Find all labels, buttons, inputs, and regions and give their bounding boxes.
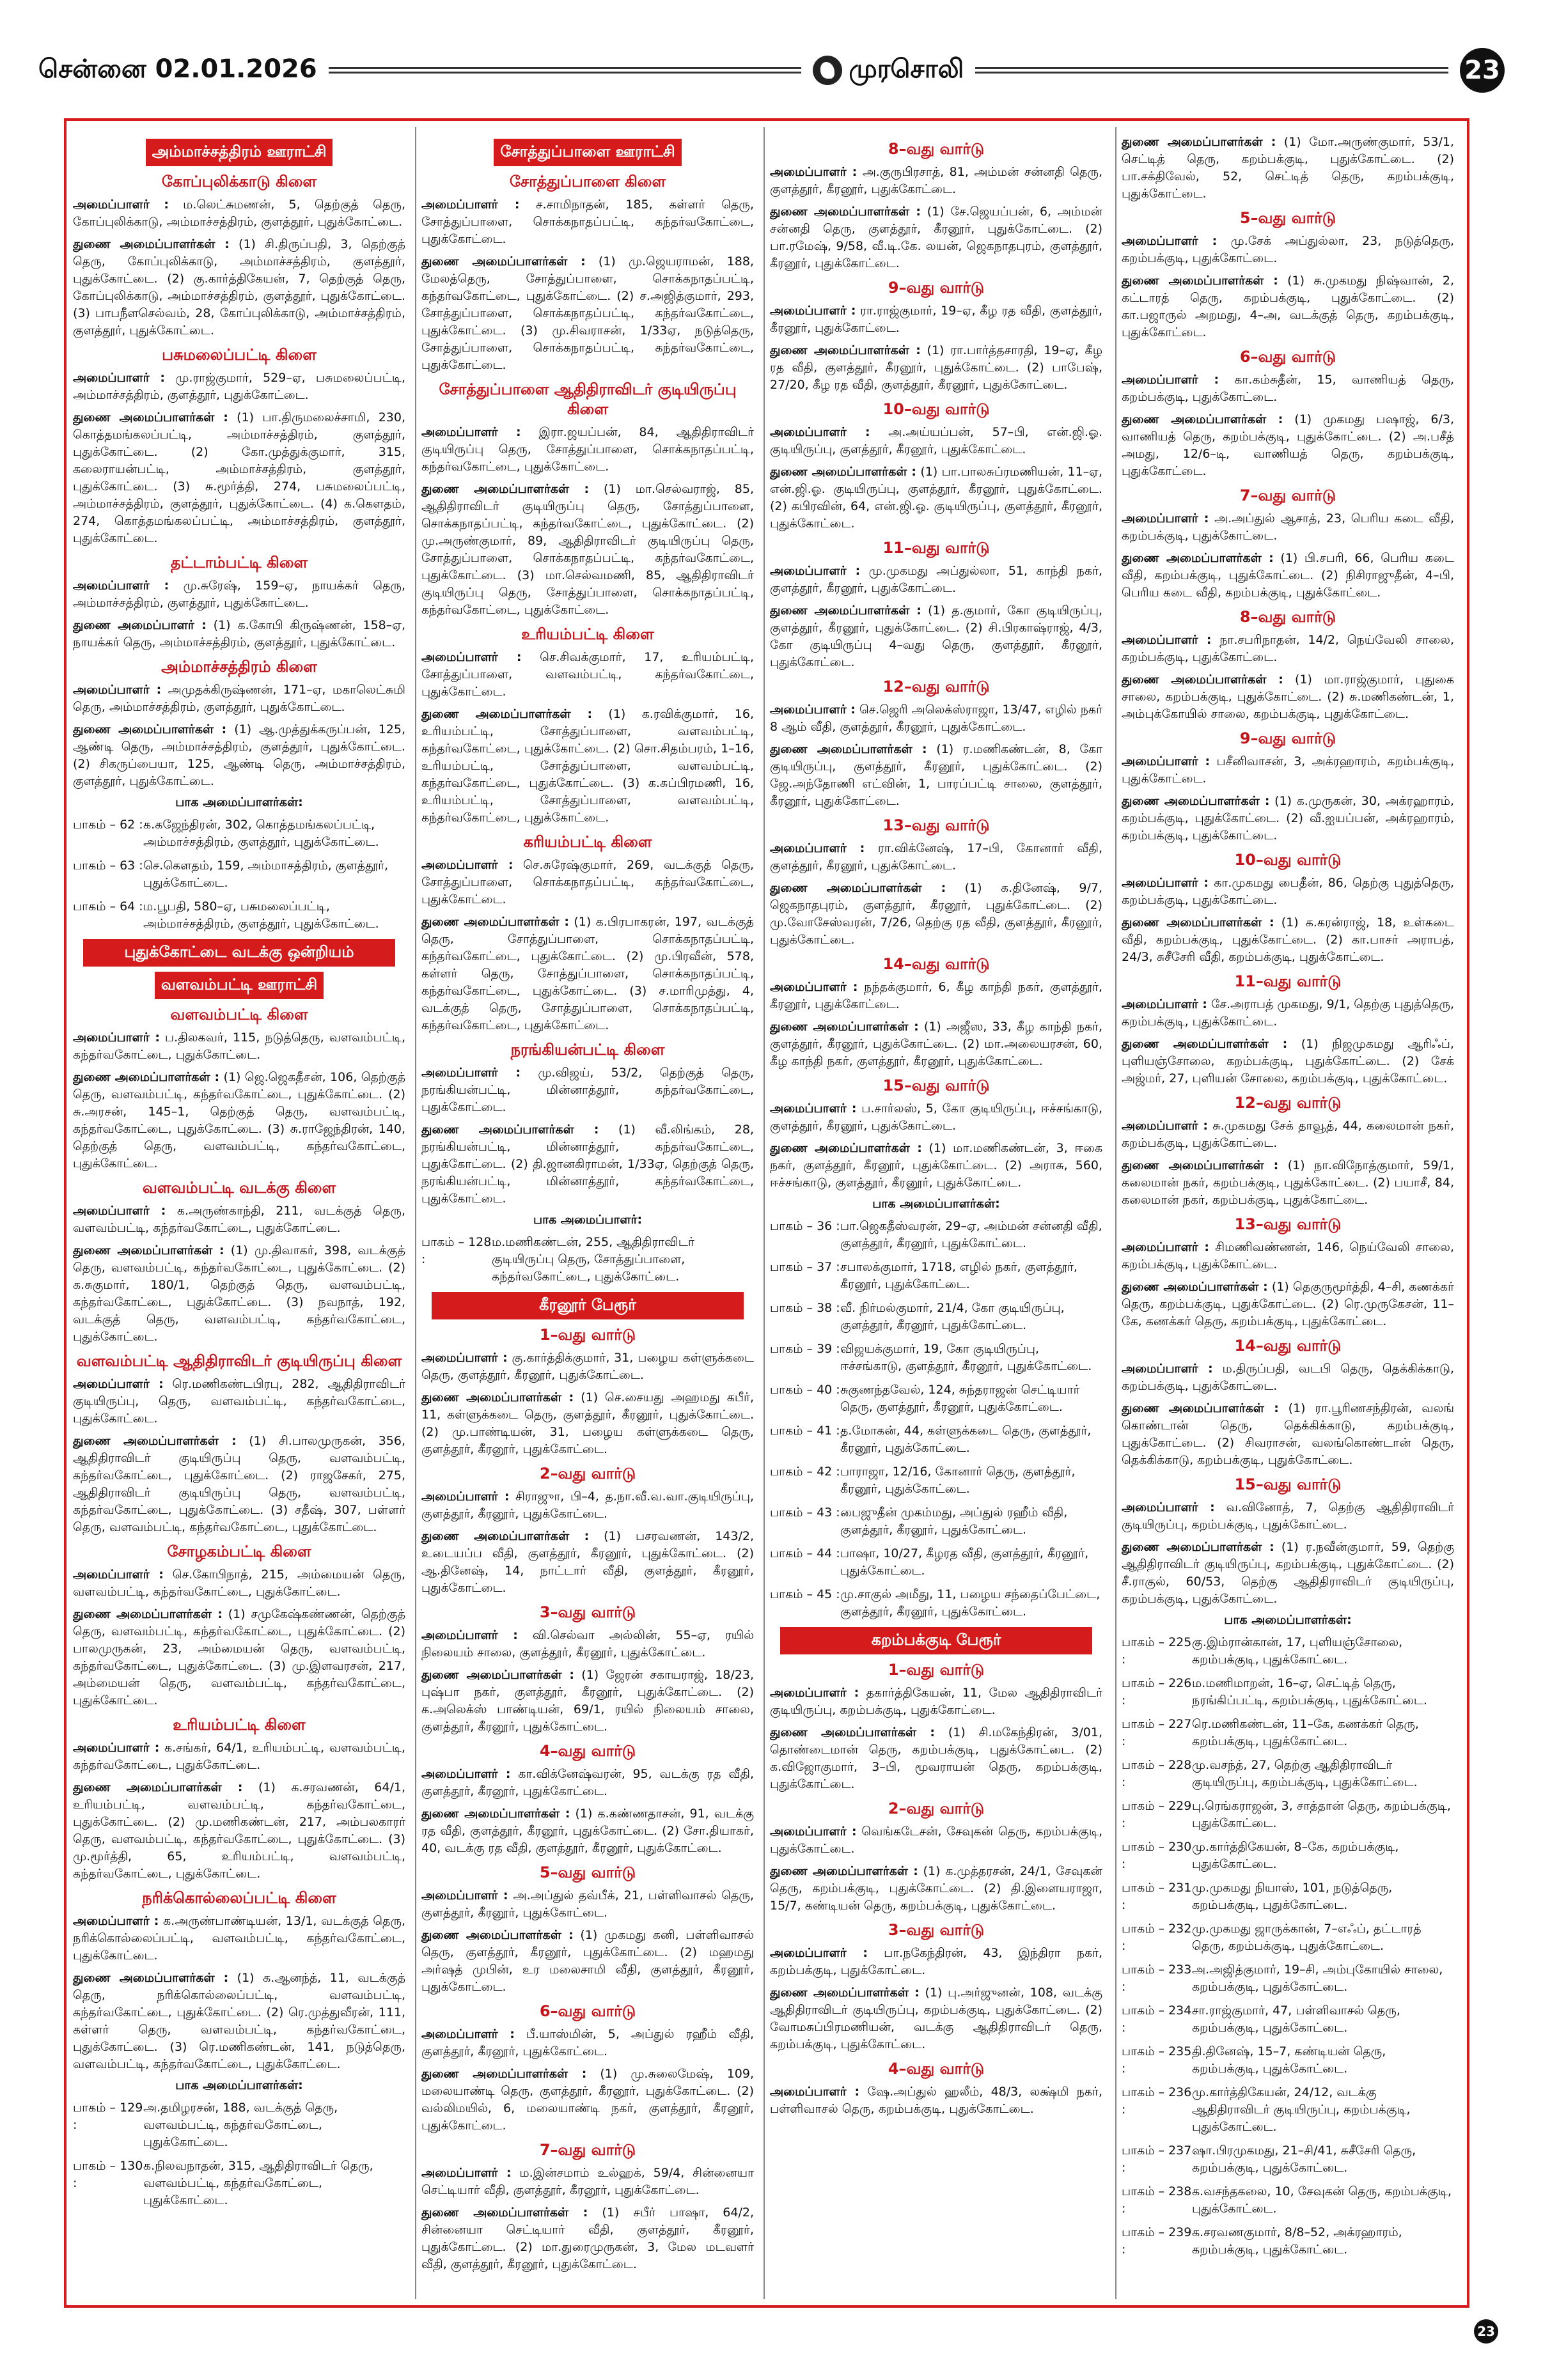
town-banner: கறம்பக்குடி பேரூர் — [780, 1627, 1092, 1654]
booth-heading: பாக அமைப்பாளர்கள்: — [1224, 1613, 1352, 1627]
paper-name: முரசொலி — [849, 54, 964, 84]
deputy-entry: துணை அமைப்பாளர்கள் : (1) ர.மணிகண்டன், 8, கோ குடியிருப்பு, குளத்தூர், கீரனூர், புதுக்கோட்டை. (2) ஜே.அந்தோணி எட்வின், 1, பாரப்பட்டி சாலை, குளத்தூர், கீரனூர், புதுக்கோட்டை. — [770, 742, 1102, 808]
booth-row: பாகம் – 128 : ம.மணிகண்டன், 255, ஆதிதிராவிடர் குடியிருப்பு தெரு, சோத்துப்பாளை, கந்தர்வகோட்டை, புதுக்கோட்டை. — [421, 1235, 694, 1284]
deputy-entry: துணை அமைப்பாளர்கள் : (1) செ.சையது அஹமது கபீர், 11, கள்ளுக்கடை தெரு, குளத்தூர், கீரனூர், புதுக்கோட்டை. (2) மு.பாண்டியன், 31, பழைய கள்ளுக்கடை தெரு, குளத்தூர், கீரனூர், புதுக்கோட்டை. — [421, 1390, 754, 1456]
booth-row: பாகம் – 41 : த.மோகன், 44, கள்ளுக்கடை தெரு, குளத்தூர், கீரனூர், புதுக்கோட்டை. — [770, 1424, 1092, 1455]
masthead — [38, 45, 1505, 96]
deputy-entry: துணை அமைப்பாளர்கள் : (1) மு.ஜெயராமன், 188, மேலத்தெரு, சோத்துப்பாளை, சொக்கநாதப்பட்டி, கந்தர்வகோட்டை, புதுக்கோட்டை. (2) ச.அஜித்குமார், 293, சோத்துப்பாளை, சொக்கநாதப்பட்டி, கந்தர்வகோட்டை, புதுக்கோட்டை. (3) மு.சிவராசன், 1/33ஏ, நடுத்தெரு, சோத்துப்பாளை, சொக்கநாதப்பட்டி, கந்தர்வகோட்டை, புதுக்கோட்டை. — [421, 254, 754, 372]
deputy-entry: துணை அமைப்பாளர்கள் : (1) க.கண்ணதாசன், 91, வடக்கு ரத வீதி, குளத்தூர், கீரனூர், புதுக்கோட்டை. (2) சோ.தியாகர், 40, வடக்கு ரத வீதி, குளத்தூர், கீரனூர், புதுக்கோட்டை. — [421, 1807, 754, 1855]
booth-row: பாகம் – 232 : மு.முகமது ஜாருக்கான், 7–எஃப், தட்டாரத் தெரு, கறம்பக்குடி, புதுக்கோட்டை. — [1122, 1922, 1422, 1953]
horse-rider-icon — [813, 56, 842, 85]
organizer-entry: அமைப்பாளர் : மு.விஜய், 53/2, தெற்குத் தெரு, நரங்கியன்பட்டி, மின்னாத்தூர், கந்தர்வகோட்டை, புதுக்கோட்டை. — [421, 1066, 754, 1114]
branch-heading: சோத்துப்பாளை கிளை — [509, 173, 666, 191]
deputy-entry: துணை அமைப்பாளர்கள் : (1) பு.அர்ஜுனன், 108, வடக்கு ஆதிதிராவிடர் குடியிருப்பு, கறம்பக்குடி, புதுக்கோட்டை. (2) வோமசுப்பிரமணியன், வடக்கு ஆதிதிராவிடர் தெரு, கறம்பக்குடி, புதுக்கோட்டை. — [770, 1986, 1102, 2051]
organizer-entry: அமைப்பாளர் : நா.சபரிநாதன், 14/2, நெய்வேலி சாலை, கறம்பக்குடி, புதுக்கோட்டை. — [1122, 633, 1454, 664]
booth-row: பாகம் – 238 : க.வசந்தகலை, 10, சேவுகன் தெரு, கறம்பக்குடி, புதுக்கோட்டை. — [1122, 2184, 1452, 2216]
booth-row: பாகம் – 230 : மு.கார்த்திகேயன், 8–கே, கறம்பக்குடி, புதுக்கோட்டை. — [1122, 1840, 1399, 1871]
deputy-entry: துணை அமைப்பாளர்கள் : (1) ரா.பார்த்தசாரதி, 19–ஏ, கீழ ரத வீதி, குளத்தூர், கீரனூர், புதுக்கோட்டை. (2) பாபேஷ், 27/20, கீழ ரத வீதி, குளத்தூர், கீரனூர், புதுக்கோட்டை. — [770, 343, 1102, 392]
ward-heading: 7–வது வார்டு — [1239, 486, 1336, 504]
ward-heading: 10–வது வார்டு — [1234, 851, 1342, 869]
booth-heading: பாக அமைப்பாளர்கள்: — [175, 795, 303, 809]
ward-heading: 8–வது வார்டு — [1239, 608, 1336, 626]
booth-heading: பாக அமைப்பாளர்கள்: — [175, 2078, 303, 2092]
ward-list — [770, 1661, 1102, 2118]
section-banner: வளவம்பட்டி ஊராட்சி — [155, 972, 324, 999]
booth-row: பாகம் – 40 : சுகுணந்தவேல், 124, சுந்தராஜன் செட்டியார் தெரு, குளத்தூர், கீரனூர், புதுக்கோட்டை. — [770, 1383, 1080, 1414]
deputy-entry: துணை அமைப்பாளர்கள் : (1) க.கரன்ராஜ், 18, உள்கடை வீதி, கறம்பக்குடி, புதுக்கோட்டை. (2) கா.பாசர் அராபத், 24/3, சுசீசேரி வீதி, கறம்பக்குடி, புதுக்கோட்டை. — [1122, 915, 1454, 964]
branch-heading: வளவம்பட்டி வடக்கு கிளை — [142, 1179, 336, 1197]
organizer-entry: அமைப்பாளர் : கா.கம்சுதீன், 15, வாணியத் தெரு, கறம்பக்குடி, புதுக்கோட்டை. — [1122, 373, 1454, 404]
booth-row: பாகம் – 36 : பா.ஜெகதீஸ்வரன், 29–ஏ, அம்மன் சன்னதி வீதி, குளத்தூர், கீரனூர், புதுக்கோட்டை. — [770, 1219, 1102, 1250]
deputy-entry: துணை அமைப்பாளர்கள் : (1) மா.செல்வராஜ், 85, ஆதிதிராவிடர் குடியிருப்பு தெரு, சோத்துப்பாளை, சொக்கநாதப்பட்டி, கந்தர்வகோட்டை, புதுக்கோட்டை. (2) மு.அருண்குமார், 89, ஆதிதிராவிடர் குடியிருப்பு தெரு, சோத்துப்பாளை, சொக்கநாதப்பட்டி, கந்தர்வகோட்டை, புதுக்கோட்டை. (3) மா.செல்வமணி, 85, ஆதிதிராவிடர் குடியிருப்பு தெரு, சோத்துப்பாளை, சொக்கநாதப்பட்டி, கந்தர்வகோட்டை, புதுக்கோட்டை. — [421, 482, 754, 617]
section-banner: சோத்துப்பாளை ஊராட்சி — [494, 139, 681, 166]
organizer-entry: அமைப்பாளர் : கா.முகமது பைதீன், 86, தெற்கு புதுத்தெரு, கறம்பக்குடி, புதுக்கோட்டை. — [1122, 876, 1454, 907]
deputy-entry: துணை அமைப்பாளர்கள் : (1) முகமது கனி, பள்ளிவாசல் தெரு, குளத்தூர், கீரனூர், புதுக்கோட்டை. (2) மஹமது அர்ஷத் முபின், உர மலைசாமி வீதி, குளத்தூர், கீரனூர், புதுக்கோட்டை. — [421, 1928, 754, 1994]
ward-heading: 2–வது வார்டு — [888, 1800, 985, 1817]
ward-heading: 3–வது வார்டு — [888, 1921, 985, 1939]
deputy-entry: துணை அமைப்பாளர்கள் : (1) சே.ஜெயப்பன், 6, அம்மன் சன்னதி தெரு, குளத்தூர், கீரனூர், புதுக்கோட்டை. (2) பா.ரமேஷ், 9/58, வீ.டி.கே. லயன், ஜெகநாதபுரம், குளத்தூர், கீரனூர், புதுக்கோட்டை. — [770, 205, 1102, 270]
deputy-entry: துணை அமைப்பாளர்கள் : (1) ஜேரன் சகாயராஜ், 18/23, புஷ்பா நகர், குளத்தூர், கீரனூர், புதுக்கோட்டை. (2) க.அலெக்ஸ் பாண்டியன், 69/1, ரயில் நிலையம் சாலை, குளத்தூர், கீரனூர், புதுக்கோட்டை. — [421, 1668, 754, 1734]
deputy-entry: துணை அமைப்பாளர்கள் : (1) மு.திவாகர், 398, வடக்குத் தெரு, வளவம்பட்டி, கந்தர்வகோட்டை, புதுக்கோட்டை. (2) க.சுகுமார், 180/1, தெற்குத் தெரு, வளவம்பட்டி, கந்தர்வகோட்டை, புதுக்கோட்டை. (3) நவநாத், 192, வடக்குத் தெரு, வளவம்பட்டி, கந்தர்வகோட்டை, புதுக்கோட்டை. — [73, 1243, 405, 1344]
organizer-entry: அமைப்பாளர் : வெங்கடேசன், சேவுகன் தெரு, கறம்பக்குடி, புதுக்கோட்டை. — [770, 1824, 1102, 1856]
ward-heading: 4–வது வார்டு — [539, 1742, 636, 1760]
booth-row: பாகம் – 39 : விஜயக்குமார், 19, கோ குடியிருப்பு, ஈச்சங்காடு, குளத்தூர், கீரனூர், புதுக்கோட்டை. — [770, 1342, 1092, 1373]
booth-row: பாகம் – 227 : ரெ.மணிகண்டன், 11–கே, கணக்கர் தெரு, கறம்பக்குடி, புதுக்கோட்டை. — [1122, 1717, 1419, 1748]
branch-heading: பசுமலைப்பட்டி கிளை — [162, 346, 317, 364]
branch-heading: உரியம்பட்டி கிளை — [521, 625, 654, 643]
ward-heading: 15–வது வார்டு — [1234, 1475, 1342, 1493]
organizer-entry: அமைப்பாளர் : ம.திருப்பதி, வடபி தெரு, தெக்கிக்காடு, கறம்பக்குடி, புதுக்கோட்டை. — [1122, 1362, 1454, 1393]
deputy-entry: துணை அமைப்பாளர்கள் : (1) பா.திருமலைச்சாமி, 230, கொத்தமங்கலப்பட்டி, அம்மாச்சத்திரம், குளத்தூர், புதுக்கோட்டை. (2) கோ.முத்துக்குமார், 315, கலைராயன்பட்டி, அம்மாச்சத்திரம், குளத்தூர், புதுக்கோட்டை. (3) சு.மூர்த்தி, 274, பசுமலைப்பட்டி, அம்மாச்சத்திரம், குளத்தூர், புதுக்கோட்டை. (4) க.கௌதம், 274, கொத்தமங்கலப்பட்டி, அம்மாச்சத்திரம், குளத்தூர், புதுக்கோட்டை. — [73, 410, 405, 545]
branch-heading: கோப்புலிக்காடு கிளை — [161, 173, 317, 191]
ward-heading: 13–வது வார்டு — [1234, 1215, 1342, 1233]
booth-row: பாகம் – 64 : ம.பூபதி, 580–ஏ, பசுமலைப்பட்டி, அம்மாச்சத்திரம், குளத்தூர், புதுக்கோட்டை. — [73, 899, 379, 931]
organizer-entry: அமைப்பாளர் : ரெ.மணிகண்டபிரபு, 282, ஆதிதிராவிடர் குடியிருப்பு, தெரு, வளவம்பட்டி, கந்தர்வகோட்டை, புதுக்கோட்டை. — [73, 1377, 405, 1426]
ward-heading: 14–வது வார்டு — [882, 955, 990, 973]
organizer-entry: அமைப்பாளர் : சு.முகமது சேக் தாவூத், 44, கலைமான் நகர், கறம்பக்குடி, புதுக்கோட்டை. — [1122, 1119, 1454, 1150]
organizer-entry: அமைப்பாளர் : அ.அய்யப்பன், 57–பி, என்.ஜி.ஓ. குடியிருப்பு, குளத்தூர், கீரனூர், புதுக்கோட்டை. — [770, 425, 1102, 456]
ward-heading: 12–வது வார்டு — [1234, 1094, 1342, 1112]
deputy-entry: துணை அமைப்பாளர்கள் : (1) பா.பாலசுப்ரமணியன், 11–ஏ, என்.ஜி.ஓ. குடியிருப்பு, குளத்தூர், கீரனூர், புதுக்கோட்டை. (2) கபிரவின், 64, என்.ஜி.ஓ. குடியிருப்பு, குளத்தூர், கீரனூர், புதுக்கோட்டை. — [770, 465, 1102, 531]
deputy-entry: துணை அமைப்பாளர்கள் : (1) மோ.அருண்குமார், 53/1, செட்டித் தெரு, கறம்பக்குடி, புதுக்கோட்டை. (2) பா.சக்திவேல், 52, செட்டித் தெரு, கறம்பக்குடி, புதுக்கோட்டை. — [1122, 135, 1454, 201]
ward-list — [770, 140, 1102, 1192]
booth-row: பாகம் – 38 : வீ. நிர்மல்குமார், 21/4, கோ குடியிருப்பு, குளத்தூர், கீரனூர், புதுக்கோட்டை. — [770, 1301, 1065, 1332]
town-banner: கீரனூர் பேரூர் — [432, 1292, 744, 1319]
ward-heading: 1–வது வார்டு — [539, 1326, 636, 1344]
organizer-entry: அமைப்பாளர் : கா.விக்னேஷ்வரன், 95, வடக்கு ரத வீதி, குளத்தூர், கீரனூர், புதுக்கோட்டை. — [421, 1767, 754, 1798]
branch-heading: வளவம்பட்டி கிளை — [170, 1006, 308, 1023]
organizer-entry: அமைப்பாளர் : ச.சாமிநாதன், 185, கள்ளர் தெரு, சோத்துப்பாளை, சொக்கநாதப்பட்டி, கந்தர்வகோட்டை, புதுக்கோட்டை. — [421, 198, 754, 246]
organizer-entry: அமைப்பாளர் : கு.கார்த்திக்குமார், 31, பழைய கள்ளுக்கடை தெரு, குளத்தூர், கீரனூர், புதுக்கோட்டை. — [421, 1351, 754, 1382]
column-divider — [415, 127, 416, 2299]
deputy-entry: துணை அமைப்பாளர்கள் : (1) அஜீஸ, 33, கீழ காந்தி நகர், குளத்தூர், கீரனூர், புதுக்கோட்டை. (2) மா.அலையரசன், 60, கீழ காந்தி நகர், குளத்தூர், கீரனூர், புதுக்கோட்டை. — [770, 1020, 1102, 1068]
booth-row: பாகம் – 130 : க.நிலவநாதன், 315, ஆதிதிராவிடர் தெரு, வளவம்பட்டி, கந்தர்வகோட்டை, புதுக்கோட்டை. — [73, 2159, 373, 2207]
branch-heading: நரங்கியன்பட்டி கிளை — [510, 1041, 665, 1059]
deputy-entry: துணை அமைப்பாளர்கள் : (1) சு.முகமது நிஷ்வான், 2, கட்டாரத் தெரு, கறம்பக்குடி, புதுக்கோட்டை. (2) கா.பஜாருல் அறமது, 4–அ, வடக்குத் தெரு, கறம்பக்குடி, புதுக்கோட்டை. — [1122, 274, 1454, 339]
organizer-entry: அமைப்பாளர் : ம.இன்சமாம் உல்ஹக், 59/4, சின்னையா செட்டியார் வீதி, குளத்தூர், கீரனூர், புதுக்கோட்டை. — [421, 2166, 754, 2197]
organizer-entry: அமைப்பாளர் : ம.லெட்சுமணன், 5, தெற்குத் தெரு, கோப்புலிக்காடு, அம்மாச்சத்திரம், குளத்தூர், புதுக்கோட்டை. — [73, 198, 405, 229]
ward-heading: 14–வது வார்டு — [1234, 1337, 1342, 1355]
organizer-entry: அமைப்பாளர் : செ.கோபிநாத், 215, அம்மையன் தெரு, வளவம்பட்டி, கந்தர்வகோட்டை, புதுக்கோட்டை. — [73, 1567, 405, 1599]
deputy-entry: துணை அமைப்பாளர்கள் : (1) மு.சுலைமேஷ், 109, மலையாண்டி தெரு, குளத்தூர், கீரனூர், புதுக்கோட்டை. (2) வல்லிமயில், 6, மலையாண்டி நகர், குளத்தூர், கீரனூர், புதுக்கோட்டை. — [421, 2067, 754, 2133]
booth-heading: பாக அமைப்பாளர்: — [533, 1213, 643, 1227]
deputy-entry: துணை அமைப்பாளர்கள் : (1) வீ.லிங்கம், 28, நரங்கியன்பட்டி, மின்னாத்தூர், கந்தர்வகோட்டை, புதுக்கோட்டை. (2) தி.ஜானகிராமன், 1/33ஏ, தெற்குத் தெரு, நரங்கியன்பட்டி, மின்னாத்தூர், கந்தர்வகோட்டை, புதுக்கோட்டை. — [421, 1123, 754, 1206]
organizer-entry: அமைப்பாளர் : சே.அராபத் முகமது, 9/1, தெற்கு புதுத்தெரு, கறம்பக்குடி, புதுக்கோட்டை. — [1122, 997, 1454, 1029]
organizer-entry: அமைப்பாளர் : ஷே.அப்துல் ஹலீம், 48/3, லக்ஷ்மி நகர், பள்ளிவாசல் தெரு, கறம்பக்குடி, புதுக்கோட்டை. — [770, 2085, 1102, 2116]
deputy-entry: துணை அமைப்பாளர் : (1) க.கோபி கிருஷ்ணன், 158–ஏ, நாயக்கர் தெரு, அம்மாச்சத்திரம், குளத்தூர், புதுக்கோட்டை. — [73, 618, 405, 649]
deputy-entry: துணை அமைப்பாளர்கள் : (1) சமுகேஷ்கண்ணன், தெற்குத் தெரு, வளவம்பட்டி, கந்தர்வகோட்டை, புதுக்கோட்டை. (2) பாலமுருகன், 23, அம்மையன் தெரு, வளவம்பட்டி, கந்தர்வகோட்டை, புதுக்கோட்டை. (3) மு.இளவரசன், 217, அம்மையன் தெரு, வளவம்பட்டி, கந்தர்வகோட்டை, புதுக்கோட்டை. — [73, 1607, 405, 1707]
ward-heading: 2–வது வார்டு — [539, 1465, 636, 1482]
ward-heading: 5–வது வார்டு — [1239, 209, 1336, 227]
booth-row: பாகம் – 233 : அ.அஜித்குமார், 19–சி, அம்புகோயில் சாலை, கறம்பக்குடி, புதுக்கோட்டை. — [1122, 1963, 1443, 1994]
organizer-entry: அமைப்பாளர் : அ.குருபிரசாத், 81, அம்மன் சன்னதி தெரு, குளத்தூர், கீரனூர், புதுக்கோட்டை. — [770, 165, 1102, 196]
ward-heading: 7–வது வார்டு — [539, 2141, 636, 2159]
organizer-entry: அமைப்பாளர் : வி.செல்வா அல்லின், 55–ஏ, ரயில் நிலையம் சாலை, குளத்தூர், கீரனூர், புதுக்கோட்டை. — [421, 1628, 754, 1660]
deputy-entry: துணை அமைப்பாளர்கள் : (1) ஜெ.ஜெகதீசன், 106, தெற்குத் தெரு, வளவம்பட்டி, கந்தர்வகோட்டை, புதுக்கோட்டை. (2) சு.அரசன், 145–1, தெற்குத் தெரு, வளவம்பட்டி, கந்தர்வகோட்டை, புதுக்கோட்டை. (3) சு.ராஜேந்திரன், 140, தெற்குத் தெரு, வளவம்பட்டி, கந்தர்வகோட்டை, புதுக்கோட்டை. — [73, 1070, 405, 1171]
ward-heading: 5–வது வார்டு — [539, 1863, 636, 1881]
content-frame — [64, 118, 1469, 2308]
branch-heading: வளவம்பட்டி ஆதிதிராவிடர் குடியிருப்பு கிளை — [76, 1352, 402, 1370]
footer-page-number: 23 — [1474, 2319, 1498, 2344]
branch-heading: சோழகம்பட்டி கிளை — [167, 1543, 311, 1560]
column-divider — [1115, 127, 1116, 2299]
masthead-rule — [329, 67, 802, 74]
booth-row: பாகம் – 225 : கு.இம்ரான்கான், 17, புளியஞ்சோலை, கறம்பக்குடி, புதுக்கோட்டை. — [1122, 1635, 1403, 1667]
ward-heading: 6–வது வார்டு — [1239, 348, 1336, 366]
ward-heading: 6–வது வார்டு — [539, 2002, 636, 2020]
deputy-entry: துணை அமைப்பாளர்கள் : (1) க.முத்தரசன், 24/1, சேவுகன் தெரு, கறம்பக்குடி, புதுக்கோட்டை. (2) தி.இளையராஜா, 15/7, கண்டியன் தெரு, கறம்பக்குடி, புதுக்கோட்டை. — [770, 1864, 1102, 1913]
booth-row: பாகம் – 231 : மு.முகமது நியாஸ், 101, நடுத்தெரு, கறம்பக்குடி, புதுக்கோட்டை. — [1122, 1881, 1393, 1912]
booth-row: பாகம் – 129 : அ.தமிழரசன், 188, வடக்குத் தெரு, வளவம்பட்டி, கந்தர்வகோட்டை, புதுக்கோட்டை. — [73, 2101, 338, 2149]
deputy-entry: துணை அமைப்பாளர்கள் : (1) முகமது பஷாஜ், 6/3, வாணியத் தெரு, கறம்பக்குடி, புதுக்கோட்டை. (2) அ.பசீத் அமது, 12/6–டி, வாணியத் தெரு, கறம்பக்குடி, புதுக்கோட்டை. — [1122, 412, 1454, 478]
deputy-entry: துணை அமைப்பாளர்கள் : (1) தெகுருமூர்த்தி, 4–சி, கணக்கர் தெரு, கறம்பக்குடி, புதுக்கோட்டை. (2) ரெ.முருகேசன், 11–கே, கணக்கர் தெரு, கறம்பக்குடி, புதுக்கோட்டை. — [1122, 1280, 1454, 1328]
organizer-entry: அமைப்பாளர் : செ.சுரேஷ்குமார், 269, வடக்குத் தெரு, சோத்துப்பாளை, சொக்கநாதப்பட்டி, கந்தர்வகோட்டை, புதுக்கோட்டை. — [421, 858, 754, 906]
booth-row: பாகம் – 63 : செ.கௌதம், 159, அம்மாசத்திரம், குளத்தூர், புதுக்கோட்டை. — [73, 859, 389, 890]
masthead-logo — [813, 54, 964, 87]
deputy-entry: துணை அமைப்பாளர்கள் : (1) சபீர் பாஷா, 64/2, சின்னையா செட்டியார் வீதி, குளத்தூர், கீரனூர், புதுக்கோட்டை. (2) மா.துரைமுருகன், 3, மேல மடவளர் வீதி, குளத்தூர், கீரனூர், புதுக்கோட்டை. — [421, 2205, 754, 2271]
booth-row: பாகம் – 234 : சா.ராஜ்குமார், 47, பள்ளிவாசல் தெரு, கறம்பக்குடி, புதுக்கோட்டை. — [1122, 2003, 1400, 2035]
booth-row: பாகம் – 42 : பாராஜா, 12/16, கோனார் தெரு, குளத்தூர், கீரனூர், புதுக்கோட்டை. — [770, 1465, 1076, 1496]
branch-heading: நரிக்கொல்லைப்பட்டி கிளை — [142, 1889, 336, 1907]
deputy-entry: துணை அமைப்பாளர்கள் : (1) க.சரவணன், 64/1, உரியம்பட்டி, வளவம்பட்டி, கந்தர்வகோட்டை, புதுக்கோட்டை. (2) மு.மணிகண்டன், 217, அம்பலகாரர் தெரு, வளவம்பட்டி, கந்தர்வகோட்டை, புதுக்கோட்டை. (3) மு.மூர்த்தி, 65, உரியம்பட்டி, வளவம்பட்டி, கந்தர்வகோட்டை, புதுக்கோட்டை. — [73, 1780, 405, 1881]
ward-heading: 9–வது வார்டு — [888, 279, 985, 297]
deputy-entry: துணை அமைப்பாளர்கள் : (1) ர.நவீன்குமார், 59, தெற்கு ஆதிதிராவிடர் குடியிருப்பு, கறம்பக்குடி, புதுக்கோட்டை. (2) சீ.ராகுல், 60/53, தெற்கு ஆதிதிராவிடர் குடியிருப்பு, கறம்பக்குடி, புதுக்கோட்டை. — [1122, 1540, 1454, 1606]
masthead-rule — [975, 67, 1448, 74]
deputy-entry: துணை அமைப்பாளர்கள் : (1) க.ரவிக்குமார், 16, உரியம்பட்டி, சோத்துப்பாளை, வளவம்பட்டி, கந்தர்வகோட்டை, புதுக்கோட்டை. (2) சொ.சிதம்பரம், 1–16, உரியம்பட்டி, சோத்துப்பாளை, வளவம்பட்டி, கந்தர்வகோட்டை, புதுக்கோட்டை. (3) க.சுப்பிரமணி, 16, உரியம்பட்டி, சோத்துப்பாளை, வளவம்பட்டி, கந்தர்வகோட்டை, புதுக்கோட்டை. — [421, 707, 754, 825]
column-divider — [764, 127, 765, 2299]
deputy-entry: துணை அமைப்பாளர்கள் : (1) ஆ.முத்துக்கருப்பன், 125, ஆண்டி தெரு, அம்மாச்சத்திரம், குளத்தூர், புதுக்கோட்டை. (2) சிகருப்பையா, 125, ஆண்டி தெரு, அம்மாச்சத்திரம், குளத்தூர், புதுக்கோட்டை. — [73, 722, 405, 788]
ward-heading: 9–வது வார்டு — [1239, 729, 1336, 747]
organizer-entry: அமைப்பாளர் : க.அருண்காந்தி, 211, வடக்குத் தெரு, வளவம்பட்டி, கந்தர்வகோட்டை, புதுக்கோட்டை. — [73, 1204, 405, 1235]
column-4 — [1122, 134, 1454, 2294]
booth-row: பாகம் – 37 : சபாலக்குமார், 1718, எழில் நகர், குளத்தூர், கீரனூர், புதுக்கோட்டை. — [770, 1260, 1077, 1291]
branch-heading: உரியம்பட்டி கிளை — [173, 1716, 306, 1734]
booth-list — [770, 1218, 1102, 1621]
organizer-entry: அமைப்பாளர் : அ.அப்துல் தவ்பீக், 21, பள்ளிவாசல் தெரு, குளத்தூர், கீரனூர், புதுக்கோட்டை. — [421, 1888, 754, 1920]
branch-heading: சோத்துப்பாளை ஆதிதிராவிடர் குடியிருப்பு கிளை — [439, 380, 737, 418]
deputy-entry: துணை அமைப்பாளர்கள் : (1) மா.ராஜ்குமார், புதுகை சாலை, கறம்பக்குடி, புதுக்கோட்டை. (2) சு.மணிகண்டன், 1, அம்புக்கோயில் சாலை, கறம்பக்குடி, புதுக்கோட்டை. — [1122, 673, 1454, 721]
booth-heading: பாக அமைப்பாளர்கள்: — [872, 1197, 1000, 1211]
issue-date: சென்னை 02.01.2026 — [38, 54, 317, 84]
deputy-entry: துணை அமைப்பாளர்கள் : (1) க.ஆனந்த், 11, வடக்குத் தெரு, நரிக்கொல்லைப்பட்டி, வளவம்பட்டி, கந்தர்வகோட்டை, புதுக்கோட்டை. (2) ரெ.முத்துவீரன், 111, கள்ளர் தெரு, வளவம்பட்டி, கந்தர்வகோட்டை, புதுக்கோட்டை. (3) ரெ.மணிகண்டன், 141, நடுத்தெரு, வளவம்பட்டி, கந்தர்வகோட்டை, புதுக்கோட்டை. — [73, 1971, 405, 2071]
booth-row: பாகம் – 43 : பைஜுதீன் முகம்மது, அப்துல் ரஹீம் வீதி, குளத்தூர், கீரனூர், புதுக்கோட்டை. — [770, 1505, 1068, 1537]
column-1 — [73, 134, 405, 2294]
union-banner: புதுக்கோட்டை வடக்கு ஒன்றியம் — [83, 939, 395, 967]
organizer-entry: அமைப்பாளர் : பா.நகேந்திரன், 43, இந்திரா நகர், கறம்பக்குடி, புதுக்கோட்டை. — [770, 1946, 1102, 1977]
organizer-entry: அமைப்பாளர் : பீ.யாஸ்மின், 5, அப்துல் ரஹீம் வீதி, குளத்தூர், கீரனூர், புதுக்கோட்டை. — [421, 2027, 754, 2058]
booth-list — [1122, 1634, 1454, 2259]
booth-row: பாகம் – 44 : பாஷா, 10/27, கீழரத வீதி, குளத்தூர், கீரனூர், புதுக்கோட்டை. — [770, 1546, 1089, 1578]
column-2 — [421, 134, 754, 2294]
booth-row: பாகம் – 235 : தி.தினேஷ், 15–7, கண்டியன் தெரு, கறம்பக்குடி, புதுக்கோட்டை. — [1122, 2044, 1386, 2076]
organizer-entry: அமைப்பாளர் : சிமணிவண்ணன், 146, நெய்வேலி சாலை, கறம்பக்குடி, புதுக்கோட்டை. — [1122, 1240, 1454, 1272]
organizer-entry: அமைப்பாளர் : ரா.ராஜ்குமார், 19–ஏ, கீழ ரத வீதி, குளத்தூர், கீரனூர், புதுக்கோட்டை. — [770, 304, 1102, 335]
deputy-entry: துணை அமைப்பாளர்கள் : (1) க.பிரபாகரன், 197, வடக்குத் தெரு, சோத்துப்பாளை, சொக்கநாதப்பட்டி, கந்தர்வகோட்டை, புதுக்கோட்டை. (2) மு.பிரவீன், 578, கள்ளர் தெரு, சோத்துப்பாளை, சொக்கநாதப்பட்டி, கந்தர்வகோட்டை, புதுக்கோட்டை. (3) ச.மாரிமுத்து, 4, வடக்குத் தெரு, சோத்துப்பாளை, சொக்கநாதப்பட்டி, கந்தர்வகோட்டை, புதுக்கோட்டை. — [421, 915, 754, 1032]
ward-heading: 13–வது வார்டு — [882, 816, 990, 834]
deputy-entry: துணை அமைப்பாளர்கள் : (1) க.தினேஷ், 9/7, ஜெகநாதபுரம், குளத்தூர், கீரனூர், புதுக்கோட்டை. (2) மு.வோசேஸ்வரன், 7/26, தெற்கு ரத வீதி, குளத்தூர், கீரனூர், புதுக்கோட்டை. — [770, 881, 1102, 947]
booth-row: பாகம் – 229 : பு.ரெங்கராஜன், 3, சாத்தான் தெரு, கறம்பக்குடி, புதுக்கோட்டை. — [1122, 1799, 1451, 1830]
booth-row: பாகம் – 62 : க.கஜேந்திரன், 302, கொத்தமங்கலப்பட்டி, அம்மாச்சத்திரம், குளத்தூர், புதுக்கோட்டை. — [73, 818, 379, 849]
ward-heading: 15–வது வார்டு — [882, 1077, 990, 1094]
branch-heading: கரியம்பட்டி கிளை — [523, 833, 652, 851]
ward-heading: 4–வது வார்டு — [888, 2060, 985, 2078]
deputy-entry: துணை அமைப்பாளர்கள் : (1) நா.விநோத்குமார், 59/1, கலைமான் நகர், கறம்பக்குடி, புதுக்கோட்டை. (2) பயாசீ, 84, கலைமான் நகர், கறம்பக்குடி, புதுக்கோட்டை. — [1122, 1158, 1454, 1207]
organizer-entry: அமைப்பாளர் : அமுதக்கிருஷ்ணன், 171–ஏ, மகாலெட்சுமி தெரு, அம்மாச்சத்திரம், குளத்தூர், புதுக்கோட்டை. — [73, 683, 405, 714]
ward-heading: 3–வது வார்டு — [539, 1603, 636, 1621]
booth-row: பாகம் – 226 : ம.மணிமாறன், 16–ஏ, செட்டித் தெரு, நரங்கிப்பட்டி, கறம்பக்குடி, புதுக்கோட்டை. — [1122, 1676, 1428, 1707]
page-number-badge: 23 — [1460, 48, 1505, 93]
organizer-entry: அமைப்பாளர் : ப.சார்லஸ், 5, கோ குடியிருப்பு, ஈச்சங்காடு, குளத்தூர், கீரனூர், புதுக்கோட்டை. — [770, 1101, 1102, 1133]
organizer-entry: அமைப்பாளர் : மு.ராஜ்குமார், 529–ஏ, பசுமலைப்பட்டி, அம்மாச்சத்திரம், குளத்தூர், புதுக்கோட்டை. — [73, 371, 405, 402]
deputy-entry: துணை அமைப்பாளர்கள் : (1) ரா.பூரிணசந்திரன், வலங் கொண்டான் தெரு, தெக்கிக்காடு, கறம்பக்குடி, புதுக்கோட்டை. (2) சிவராசன், வலங்கொண்டான் தெரு, தெக்கிக்காடு, கறம்பக்குடி, புதுக்கோட்டை. — [1122, 1401, 1454, 1467]
ward-heading: 1–வது வார்டு — [888, 1661, 985, 1679]
organizer-entry: அமைப்பாளர் : நந்தக்குமார், 6, கீழ காந்தி நகர், குளத்தூர், கீரனூர், புதுக்கோட்டை. — [770, 980, 1102, 1011]
section-banner: அம்மாச்சத்திரம் ஊராட்சி — [146, 139, 333, 166]
organizer-entry: அமைப்பாளர் : ப.திலகவர், 115, நடுத்தெரு, வளவம்பட்டி, கந்தர்வகோட்டை, புதுக்கோட்டை. — [73, 1031, 405, 1062]
deputy-entry: துணை அமைப்பாளர்கள் : (1) சி.மகேந்திரன், 3/01, தொண்டைமான் தெரு, கறம்பக்குடி, புதுக்கோட்டை. (2) க.விஜோகுமார், 3–பி, மூவராயன் தெரு, கறம்பக்குடி, புதுக்கோட்டை. — [770, 1725, 1102, 1791]
booth-row: பாகம் – 45 : மு.சாகுல் அமீது, 11, பழைய சந்தைப்பேட்டை, குளத்தூர், கீரனூர், புதுக்கோட்டை. — [770, 1587, 1100, 1619]
deputy-entry: துணை அமைப்பாளர்கள் : (1) மா.மணிகண்டன், 3, ஈகை நகர், குளத்தூர், கீரனூர், புதுக்கோட்டை. (2) அராசு, 560, ஈச்சங்காடு, குளத்தூர், கீரனூர், புதுக்கோட்டை. — [770, 1141, 1102, 1190]
deputy-entry: துணை அமைப்பாளர்கள் : (1) த.குமார், கோ குடியிருப்பு, குளத்தூர், கீரனூர், புதுக்கோட்டை. (2) சி.பிரகாஷ்ராஜ், 4/3, கோ குடியிருப்பு 4–வது தெரு, குளத்தூர், கீரனூர், புதுக்கோட்டை. — [770, 603, 1102, 669]
organizer-entry: அமைப்பாளர் : தகார்த்திகேயன், 11, மேல ஆதிதிராவிடர் குடியிருப்பு, கறம்பக்குடி, புதுக்கோட்டை. — [770, 1686, 1102, 1717]
organizer-entry: அமைப்பாளர் : செ.ஜெரி அலெக்ஸ்ராஜா, 13/47, எழில் நகர் 8 ஆம் வீதி, குளத்தூர், கீரனூர், புதுக்கோட்டை. — [770, 703, 1102, 734]
branch-heading: தட்டாம்பட்டி கிளை — [170, 554, 308, 572]
organizer-entry: அமைப்பாளர் : வ.வினோத், 7, தெற்கு ஆதிதிராவிடர் குடியிருப்பு, கறம்பக்குடி, புதுக்கோட்டை. — [1122, 1500, 1454, 1532]
booth-row: பாகம் – 239 : க.சரவணகுமார், 8/8–52, அக்ரஹாரம், கறம்பக்குடி, புதுக்கோட்டை. — [1122, 2225, 1402, 2257]
ward-heading: 11–வது வார்டு — [1234, 972, 1342, 990]
booth-row: பாகம் – 228 : மு.வசந்த், 27, தெற்கு ஆதிதிராவிடர் குடியிருப்பு, கறம்பக்குடி, புதுக்கோட்டை. — [1122, 1758, 1418, 1789]
deputy-entry: துணை அமைப்பாளர்கள் : (1) பசரவணன், 143/2, உடையப்ப வீதி, குளத்தூர், கீரனூர், புதுக்கோட்டை. (2) ஆ.தினேஷ், 14, நாட்டார் வீதி, குளத்தூர், கீரனூர், புதுக்கோட்டை. — [421, 1529, 754, 1595]
branch-heading: அம்மாச்சத்திரம் கிளை — [161, 658, 317, 676]
ward-heading: 12–வது வார்டு — [882, 678, 990, 696]
ward-list — [421, 1326, 754, 2273]
organizer-entry: அமைப்பாளர் : மு.முகமது அப்துல்லா, 51, காந்தி நகர், குளத்தூர், கீரனூர், புதுக்கோட்டை. — [770, 564, 1102, 595]
column-3 — [770, 134, 1102, 2294]
deputy-entry: துணை அமைப்பாளர்கள் : (1) நிஜமுகமது ஆரிஃப், புளியஞ்சோலை, கறம்பக்குடி, புதுக்கோட்டை. (2) சேக் அஜ்மர், 27, புளியன் சோலை, கறம்பக்குடி, புதுக்கோட்டை. — [1122, 1037, 1454, 1085]
organizer-entry: அமைப்பாளர் : ரா.விக்னேஷ், 17–பி, கோனார் வீதி, குளத்தூர், கீரனூர், புதுக்கோட்டை. — [770, 841, 1102, 873]
deputy-entry: துணை அமைப்பாளர்கள் : (1) க.முருகன், 30, அக்ரஹாரம், கறம்பக்குடி, புதுக்கோட்டை. (2) வீ.ஐயப்பன், அக்ரஹாரம், கறம்பக்குடி, புதுக்கோட்டை. — [1122, 794, 1454, 843]
organizer-entry: அமைப்பாளர் : இரா.ஜயப்பன், 84, ஆதிதிராவிடர் குடியிருப்பு தெரு, சோத்துப்பாளை, சொக்கநாதப்பட்டி, கந்தர்வகோட்டை, புதுக்கோட்டை. — [421, 425, 754, 474]
deputy-entry: துணை அமைப்பாளர்கள் : (1) பி.சபரி, 66, பெரிய கடை வீதி, கறம்பக்குடி, புதுக்கோட்டை. (2) நிசிராஜுதீன், 4–பி, பெரிய கடை வீதி, கறம்பக்குடி, புதுக்கோட்டை. — [1122, 551, 1454, 600]
ward-heading: 10–வது வார்டு — [882, 400, 990, 418]
organizer-entry: அமைப்பாளர் : மு.சுரேஷ், 159–ஏ, நாயக்கர் தெரு, அம்மாச்சத்திரம், குளத்தூர், புதுக்கோட்டை. — [73, 579, 405, 610]
organizer-entry: அமைப்பாளர் : அ.அப்துல் ஆசாத், 23, பெரிய கடை வீதி, கறம்பக்குடி, புதுக்கோட்டை. — [1122, 511, 1454, 543]
ward-heading: 8–வது வார்டு — [888, 140, 985, 158]
organizer-entry: அமைப்பாளர் : சிராஜுா, பி–4, த.நா.வீ.வ.வா.குடியிருப்பு, குளத்தூர், கீரனூர், புதுக்கோட்டை. — [421, 1489, 754, 1521]
deputy-entry: துணை அமைப்பாளர்கள் : (1) சி.பாலமுருகன், 356, ஆதிதிராவிடர் குடியிருப்பு தெரு, வளவம்பட்டி, கந்தர்வகோட்டை, புதுக்கோட்டை. (2) ராஜசேகர், 275, ஆதிதிராவிடர் குடியிருப்பு தெரு, வளவம்பட்டி, கந்தர்வகோட்டை, புதுக்கோட்டை. (3) சதீஷ், 307, பள்ளர் தெரு, வளவம்பட்டி, கந்தர்வகோட்டை, புதுக்கோட்டை. — [73, 1434, 405, 1534]
organizer-entry: அமைப்பாளர் : க.அருண்பாண்டியன், 13/1, வடக்குத் தெரு, நரிக்கொல்லைப்பட்டி, வளவம்பட்டி, கந்தர்வகோட்டை, புதுக்கோட்டை. — [73, 1914, 405, 1963]
ward-heading: 11–வது வார்டு — [882, 539, 990, 557]
organizer-entry: அமைப்பாளர் : க.சங்கர், 64/1, உரியம்பட்டி, வளவம்பட்டி, கந்தர்வகோட்டை, புதுக்கோட்டை. — [73, 1741, 405, 1772]
booth-row: பாகம் – 236 : மு.கார்த்திகேயன், 24/12, வடக்கு ஆதிதிராவிடர் குடியிருப்பு, கறம்பக்குடி, புதுக்கோட்டை. — [1122, 2085, 1411, 2134]
booth-row: பாகம் – 237 : ஷா.பிரமுகமது, 21–சி/41, சுசீசேரி தெரு, கறம்பக்குடி, புதுக்கோட்டை. — [1122, 2143, 1416, 2175]
ward-list — [1122, 209, 1454, 1608]
organizer-entry: அமைப்பாளர் : பசீனிவாசன், 3, அக்ரஹாரம், கறம்பக்குடி, புதுக்கோட்டை. — [1122, 754, 1454, 786]
deputy-entry: துணை அமைப்பாளர்கள் : (1) சி.திருப்பதி, 3, தெற்குத் தெரு, கோப்புலிக்காடு, அம்மாச்சத்திரம், குளத்தூர், புதுக்கோட்டை. (2) கு.கார்த்திகேயன், 7, தெற்குத் தெரு, கோப்புலிக்காடு, அம்மாச்சத்திரம், குளத்தூர், புதுக்கோட்டை. (3) பாபநீளசெல்வம், 28, கோப்புலிக்காடு, அம்மாச்சத்திரம், குளத்தூர், புதுக்கோட்டை. — [73, 237, 405, 338]
organizer-entry: அமைப்பாளர் : மு.சேக் அப்துல்லா, 23, நடுத்தெரு, கறம்பக்குடி, புதுக்கோட்டை. — [1122, 234, 1454, 265]
organizer-entry: அமைப்பாளர் : செ.சிவக்குமார், 17, உரியம்பட்டி, சோத்துப்பாளை, வளவம்பட்டி, கந்தர்வகோட்டை, புதுக்கோட்டை. — [421, 650, 754, 699]
